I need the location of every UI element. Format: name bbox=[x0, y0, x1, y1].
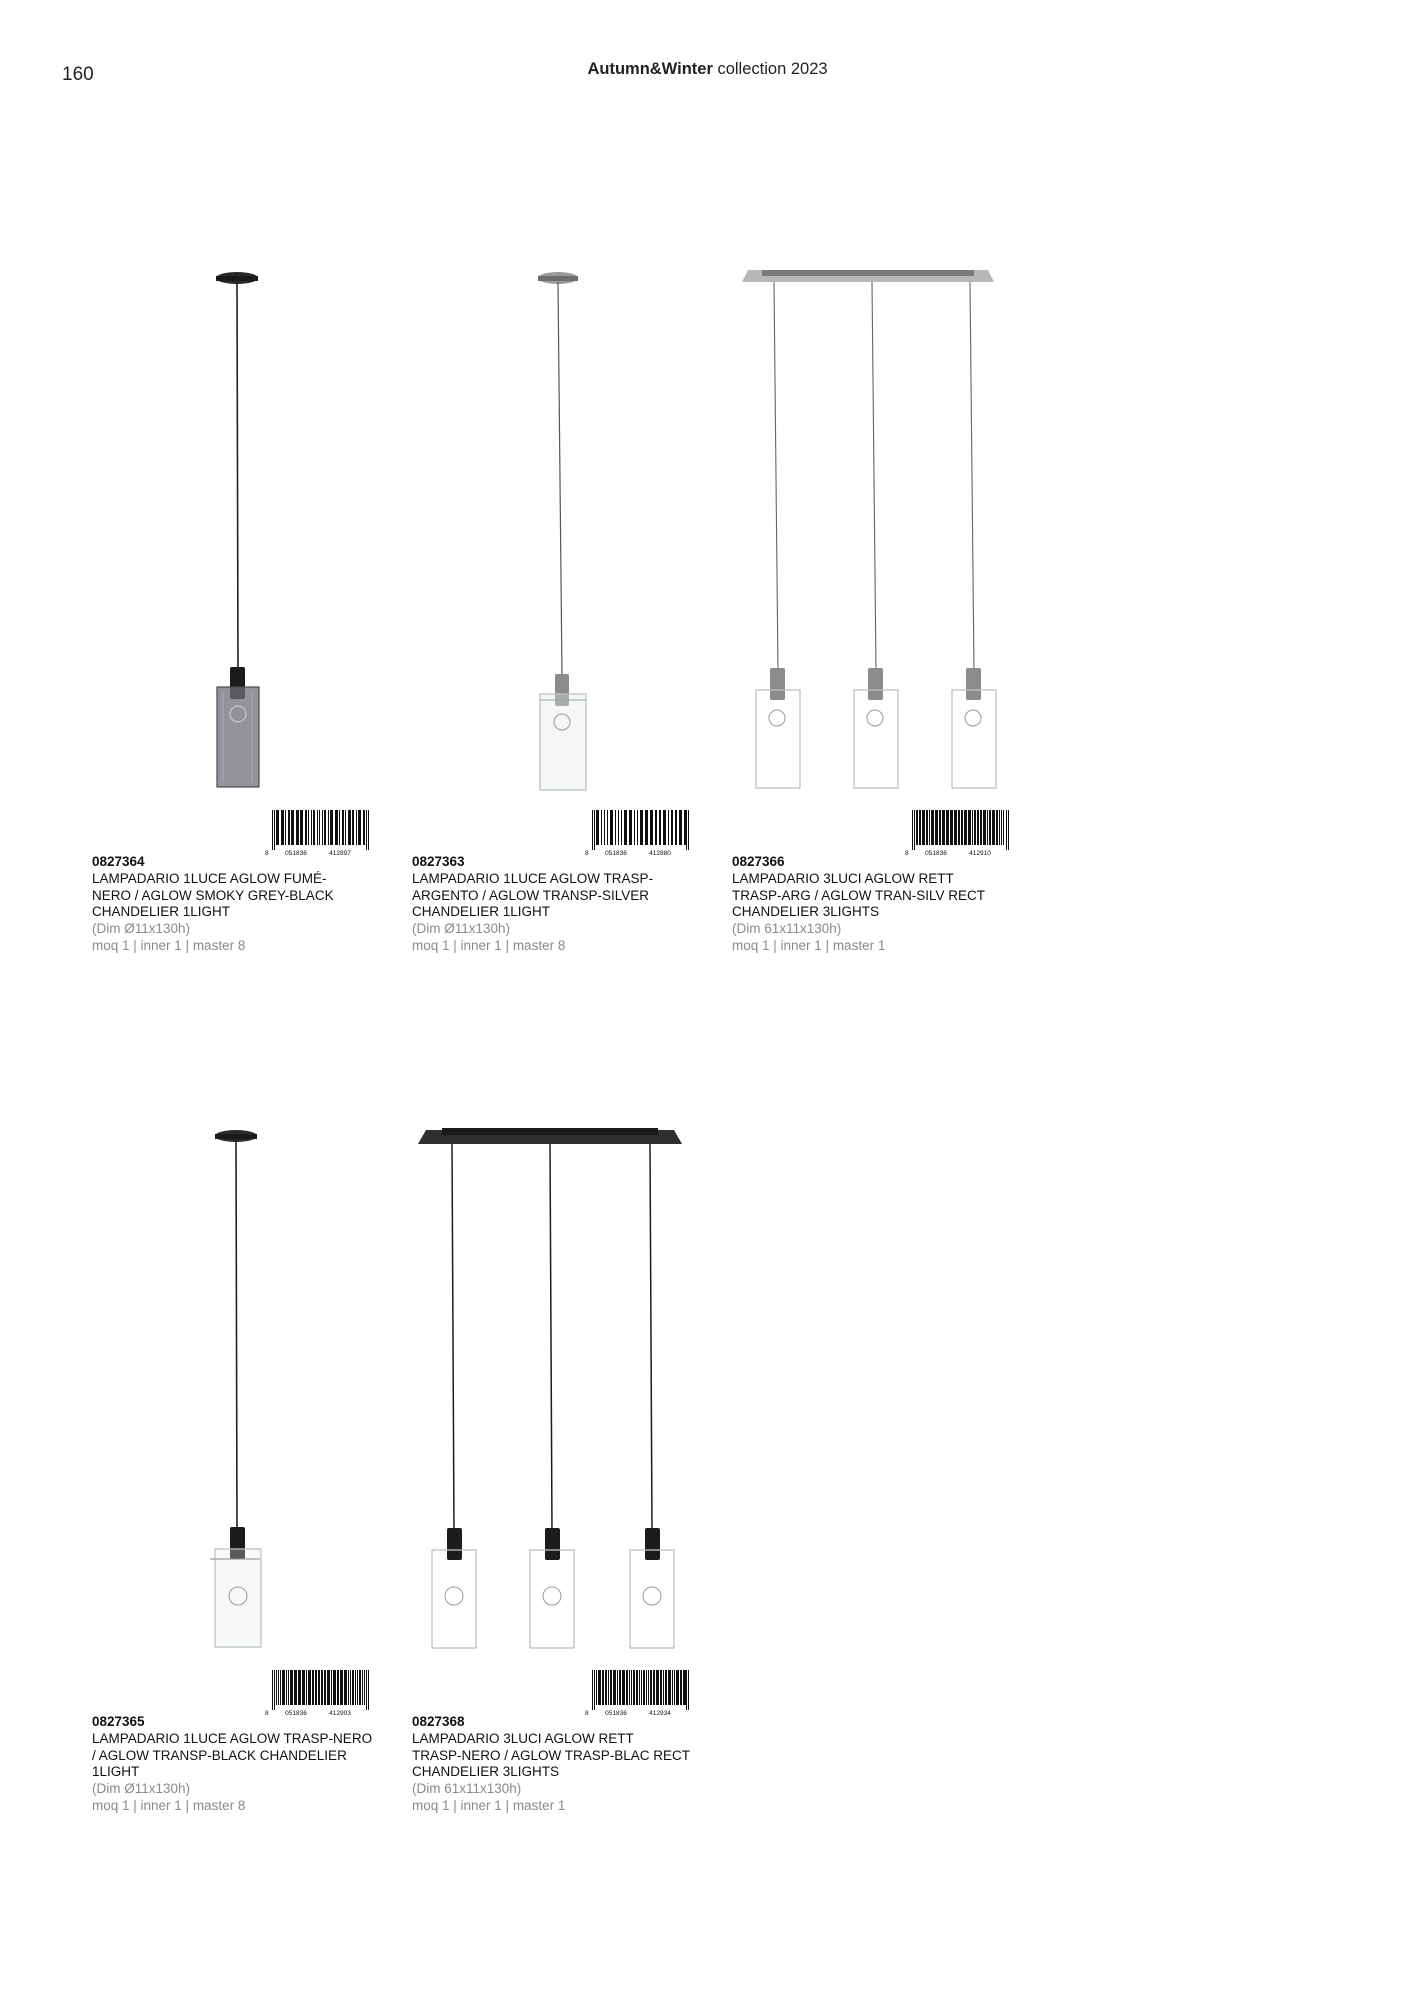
product-name-line: NERO / AGLOW SMOKY GREY-BLACK bbox=[92, 887, 334, 903]
barcode bbox=[902, 810, 1014, 858]
barcode-digits: 051836 bbox=[285, 850, 307, 857]
product-name-line: CHANDELIER 1LIGHT bbox=[92, 904, 231, 920]
product-code: 0827368 bbox=[412, 1714, 465, 1729]
header-collection-season: Autumn&Winter bbox=[587, 60, 713, 78]
product-name-line: / AGLOW TRANSP-BLACK CHANDELIER bbox=[92, 1747, 347, 1763]
barcode-digits: 051836 bbox=[605, 850, 627, 857]
product-name-line: LAMPADARIO 1LUCE AGLOW TRASP-NERO bbox=[92, 1730, 373, 1746]
product-order-quantities: moq 1 | inner 1 | master 1 bbox=[412, 1797, 566, 1813]
product-name-line: LAMPADARIO 1LUCE AGLOW TRASP- bbox=[412, 870, 654, 886]
product-photo bbox=[412, 262, 712, 802]
barcode bbox=[262, 1670, 374, 1718]
product-code: 0827364 bbox=[92, 854, 145, 869]
product-photo bbox=[92, 1122, 392, 1662]
barcode-digits: 051836 bbox=[925, 850, 947, 857]
product-name-line: LAMPADARIO 3LUCI AGLOW RETT bbox=[412, 1730, 634, 1746]
barcode-digits: 051836 bbox=[605, 1710, 627, 1717]
barcode-digits: 8 bbox=[905, 850, 909, 857]
product-name-line: 1LIGHT bbox=[92, 1764, 140, 1780]
page-header bbox=[0, 60, 1415, 79]
product-name-line: TRASP-NERO / AGLOW TRASP-BLAC RECT bbox=[412, 1747, 691, 1763]
barcode-digits: 8 bbox=[265, 850, 269, 857]
product-photo bbox=[732, 262, 1032, 802]
product-dimensions: (Dim 61x11x130h) bbox=[732, 921, 842, 937]
product-code: 0827363 bbox=[412, 854, 465, 869]
product-info bbox=[412, 1714, 732, 1815]
product-name-line: LAMPADARIO 3LUCI AGLOW RETT bbox=[732, 870, 954, 886]
product-name-line: TRASP-ARG / AGLOW TRAN-SILV RECT bbox=[732, 887, 986, 903]
barcode-digits: 412910 bbox=[969, 850, 991, 857]
product-order-quantities: moq 1 | inner 1 | master 8 bbox=[412, 937, 566, 953]
product-order-quantities: moq 1 | inner 1 | master 8 bbox=[92, 1797, 246, 1813]
product-photo bbox=[412, 1122, 732, 1662]
product-dimensions: (Dim 61x11x130h) bbox=[412, 1781, 522, 1797]
barcode bbox=[262, 810, 374, 858]
header-collection-year: collection 2023 bbox=[717, 60, 828, 78]
product-name-line: CHANDELIER 1LIGHT bbox=[412, 904, 551, 920]
product-info bbox=[732, 854, 1032, 955]
barcode-digits: 412880 bbox=[649, 850, 671, 857]
product-info bbox=[412, 854, 712, 955]
product-dimensions: (Dim Ø11x130h) bbox=[92, 921, 191, 937]
barcode bbox=[582, 810, 694, 858]
barcode-digits: 051836 bbox=[285, 1710, 307, 1717]
barcode-digits: 412897 bbox=[329, 850, 351, 857]
barcode-digits: 412903 bbox=[329, 1710, 351, 1717]
product-name-line: CHANDELIER 3LIGHTS bbox=[412, 1764, 560, 1780]
page-number: 160 bbox=[62, 64, 94, 85]
barcode-digits: 8 bbox=[265, 1710, 269, 1717]
product-name-line: LAMPADARIO 1LUCE AGLOW FUMÉ- bbox=[92, 870, 327, 886]
product-photo bbox=[92, 262, 392, 802]
product-code: 0827366 bbox=[732, 854, 785, 869]
product-info bbox=[92, 1714, 392, 1815]
product-code: 0827365 bbox=[92, 1714, 145, 1729]
product-name-line: CHANDELIER 3LIGHTS bbox=[732, 904, 880, 920]
product-order-quantities: moq 1 | inner 1 | master 1 bbox=[732, 937, 886, 953]
product-dimensions: (Dim Ø11x130h) bbox=[412, 921, 511, 937]
product-info bbox=[92, 854, 392, 955]
product-name-line: ARGENTO / AGLOW TRANSP-SILVER bbox=[412, 887, 650, 903]
barcode-digits: 412934 bbox=[649, 1710, 671, 1717]
barcode-digits: 8 bbox=[585, 1710, 589, 1717]
product-order-quantities: moq 1 | inner 1 | master 8 bbox=[92, 937, 246, 953]
product-dimensions: (Dim Ø11x130h) bbox=[92, 1781, 191, 1797]
barcode-digits: 8 bbox=[585, 850, 589, 857]
barcode bbox=[582, 1670, 694, 1718]
